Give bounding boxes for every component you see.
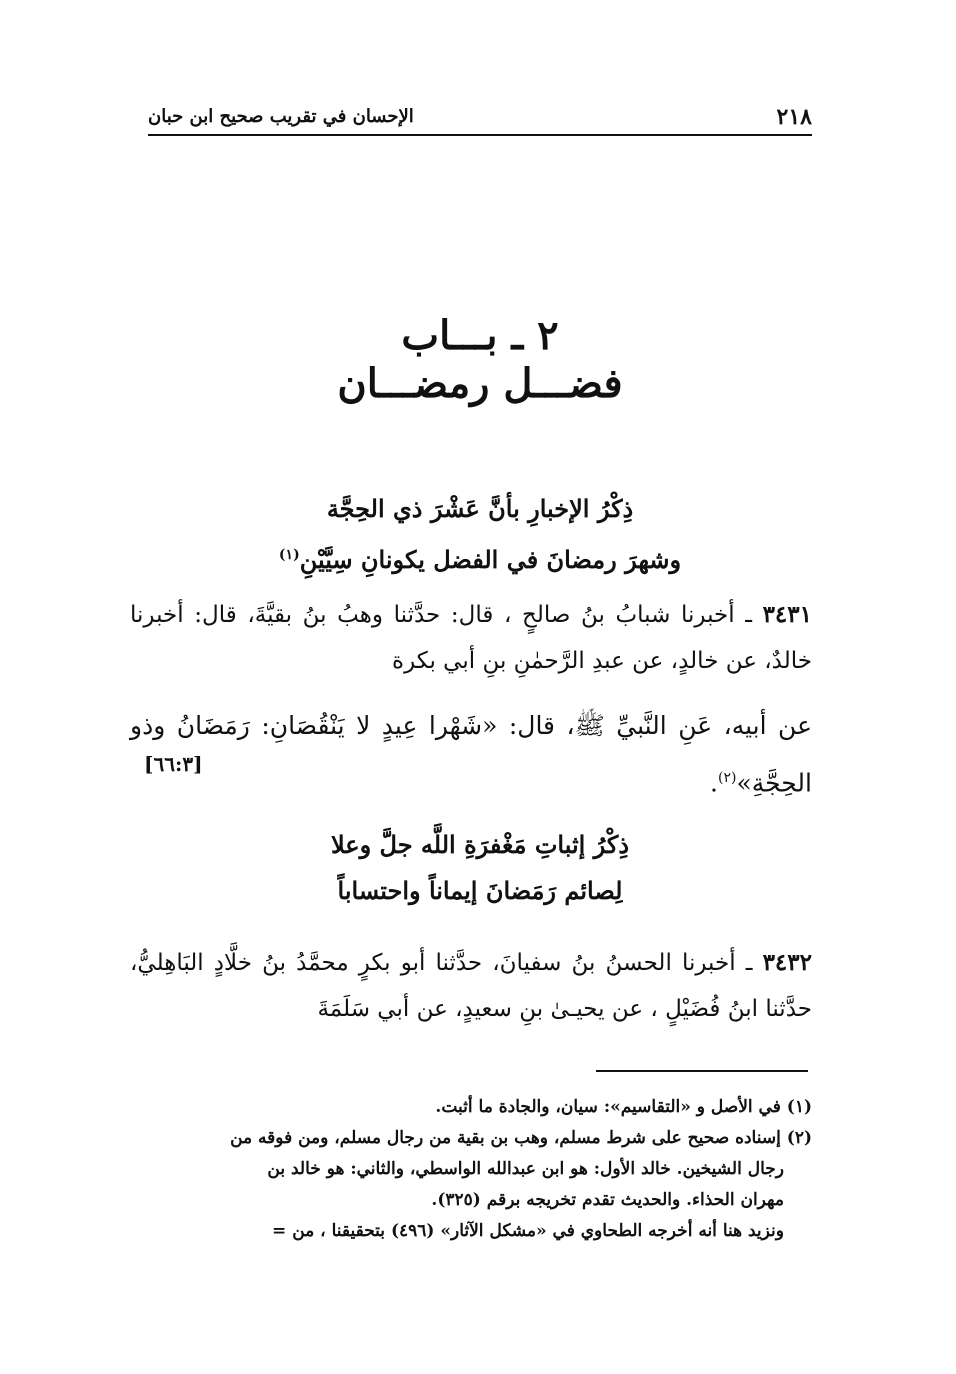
chapter-number: ٢ ـ بـــاب xyxy=(401,312,559,359)
page-header xyxy=(148,100,812,136)
section-heading-1 xyxy=(148,486,812,583)
hadith-3431-reference: [٦٦:٣] xyxy=(144,752,203,776)
hadith-3431-matn-end: . xyxy=(710,768,718,798)
footnote-2-text: إسناده صحيح على شرط مسلم، وهب بن بقية من رجال مسلم، ومن فوقه من xyxy=(230,1128,781,1148)
page-number: ٢١٨ xyxy=(776,104,812,130)
footnote-2-label: (٢) xyxy=(786,1128,812,1148)
section-heading-1-line-2: وشهرَ رمضانَ في الفضل يكونانِ سِيَّيْنِ xyxy=(299,545,682,574)
hadith-3432-chain xyxy=(130,940,812,1032)
footnote-2 xyxy=(140,1123,812,1154)
footnote-2-line-2: رجال الشيخين. خالد الأول: هو ابن عبدالله الواسطي، والثاني: هو خالد بن xyxy=(267,1159,784,1179)
footnote-1-label: (١) xyxy=(786,1097,812,1117)
hadith-3431-chain-text: ـ أخبرنا شبابُ بنُ صالحٍ ، قال: حدَّثنا وهبُ بنُ بقيَّةَ، قال: أخبرنا خالدٌ، عن خالدٍ، عن عبدِ الرَّحمٰنِ بنِ أبي بكرة xyxy=(130,602,812,674)
hadith-3431-matn-text: عن أبيه، عَنِ النَّبيِّ ﷺ، قال: «شَهْرا عِيدٍ لا يَنْقُصَانِ: رَمَضَانُ وذو الحِجَّةِ» xyxy=(130,711,812,798)
section-heading-2 xyxy=(148,822,812,914)
section-heading-1-line-1: ذِكْرُ الإخبارِ بأنَّ عَشْرَ ذي الحِجَّة xyxy=(326,494,634,523)
footnote-2-line-4: ونزيد هنا أنه أخرجه الطحاوي في «مشكل الآثار» (٤٩٦) بتحقيقنا ، من = xyxy=(272,1221,784,1241)
running-title: الإحسان في تقريب صحيح ابن حبان xyxy=(148,106,414,127)
footnote-separator xyxy=(596,1070,808,1072)
hadith-number-3432: ٣٤٣٢ xyxy=(762,949,812,976)
footnotes xyxy=(140,1092,812,1247)
footnote-marker-2: (٢) xyxy=(717,770,737,786)
chapter-title: فضـــل رمضـــان xyxy=(337,360,623,407)
section-heading-2-line-2: لِصائم رَمَضانَ إيماناً واحتساباً xyxy=(337,876,623,905)
footnote-1-text: في الأصل و «التقاسيم»: سيان، والجادة ما أثبت. xyxy=(435,1097,781,1117)
hadith-number-3431: ٣٤٣١ xyxy=(762,601,812,628)
section-heading-2-line-1: ذِكْرُ إثباتِ مَغْفرَةِ اللَّه جلَّ وعلا xyxy=(330,830,630,859)
hadith-3432-chain-text: ـ أخبرنا الحسنُ بنُ سفيانَ، حدَّثنا أبو بكرٍ محمَّدُ بنُ خلَّادٍ البَاهِليُّ، حدَّثنا ابنُ فُضَيْلٍ ، عن يحيـىٰ بنِ سعيدٍ، عن أبي سَلَمَةَ xyxy=(130,950,812,1022)
hadith-3431-chain xyxy=(130,592,812,684)
footnote-2-line-3: مهران الحذاء. والحديث تقدم تخريجه برقم (٣٢٥). xyxy=(431,1190,784,1210)
footnote-marker-1: (١) xyxy=(278,547,300,563)
footnote-1 xyxy=(140,1092,812,1123)
hadith-3431-matn xyxy=(130,700,812,809)
